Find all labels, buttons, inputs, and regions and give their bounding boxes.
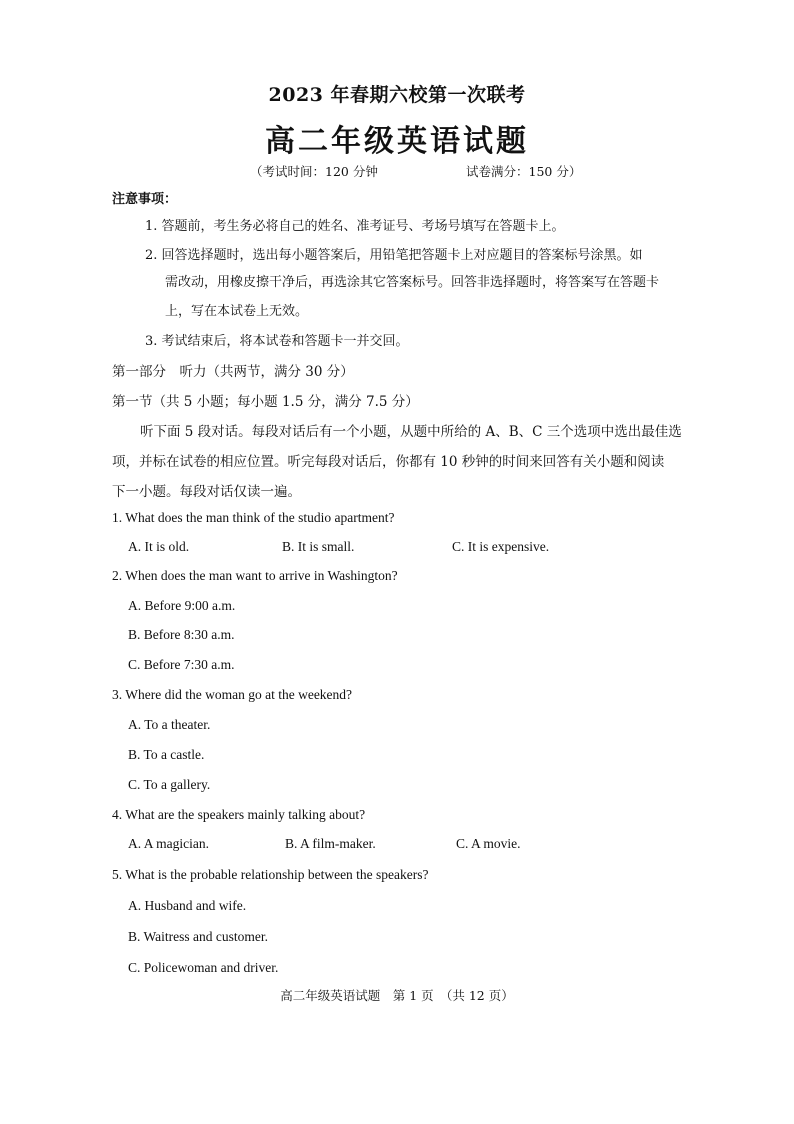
- question-option: C. It is expensive.: [452, 539, 550, 554]
- question-option: B. A film-maker.: [285, 836, 376, 851]
- question-option: C. Policewoman and driver.: [128, 960, 279, 975]
- question-option: B. It is small.: [282, 539, 355, 554]
- question-option: B. Waitress and customer.: [128, 929, 269, 944]
- instructions-line-1: 听下面 5 段对话。每段对话后有一个小题，从题中所给的 A、B、C 三个选项中选出最佳选: [140, 424, 682, 440]
- page-footer: 高二年级英语试题 第 1 页 （共 12 页）: [280, 988, 514, 1003]
- instructions-line-3: 下一小题。每段对话仅读一遍。: [112, 484, 301, 500]
- exam-time-info: （考试时间：120 分钟: [250, 164, 378, 179]
- question-option: A. To a theater.: [128, 717, 211, 732]
- note-item-1: 1. 答题前，考生务必将自己的姓名、准考证号、考场号填写在答题卡上。: [145, 219, 565, 234]
- question-stem: 1. What does the man think of the studio apartment?: [112, 510, 395, 525]
- question-option: C. A movie.: [456, 836, 521, 851]
- instructions-line-2: 项，并标在试卷的相应位置。听完每段对话后，你都有 10 秒钟的时间来回答有关小题和阅读: [112, 454, 665, 470]
- question-option: A. Husband and wife.: [128, 898, 247, 913]
- question-option: A. A magician.: [128, 836, 209, 851]
- section-heading: 第一节（共 5 小题；每小题 1.5 分，满分 7.5 分）: [112, 394, 419, 410]
- question-option: B. Before 8:30 a.m.: [128, 627, 235, 642]
- question-option: C. To a gallery.: [128, 777, 211, 792]
- exam-score-info: 试卷满分：150 分）: [466, 164, 582, 179]
- note-item-2-line-2: 需改动，用橡皮擦干净后，再选涂其它答案标号。回答非选择题时，将答案写在答题卡: [165, 275, 660, 290]
- question-stem: 2. When does the man want to arrive in Washington?: [112, 568, 398, 583]
- question-stem: 5. What is the probable relationship between the speakers?: [112, 867, 429, 882]
- part-heading: 第一部分 听力（共两节，满分 30 分）: [112, 364, 354, 380]
- question-stem: 4. What are the speakers mainly talking about?: [112, 807, 366, 822]
- note-item-2-line-3: 上，写在本试卷上无效。: [165, 304, 309, 319]
- exam-title: 2023 年春期六校第一次联考: [268, 84, 526, 106]
- question-option: A. Before 9:00 a.m.: [128, 598, 236, 613]
- note-item-2-line-1: 2. 回答选择题时，选出每小题答案后，用铅笔把答题卡上对应题目的答案标号涂黑。如: [145, 248, 643, 263]
- notes-heading: 注意事项：: [112, 192, 178, 207]
- question-option: A. It is old.: [128, 539, 190, 554]
- note-item-3: 3. 考试结束后，将本试卷和答题卡一并交回。: [145, 334, 409, 349]
- question-stem: 3. Where did the woman go at the weekend?: [112, 687, 353, 702]
- paper-title: 高二年级英语试题: [265, 124, 529, 159]
- question-option: B. To a castle.: [128, 747, 205, 762]
- question-option: C. Before 7:30 a.m.: [128, 657, 235, 672]
